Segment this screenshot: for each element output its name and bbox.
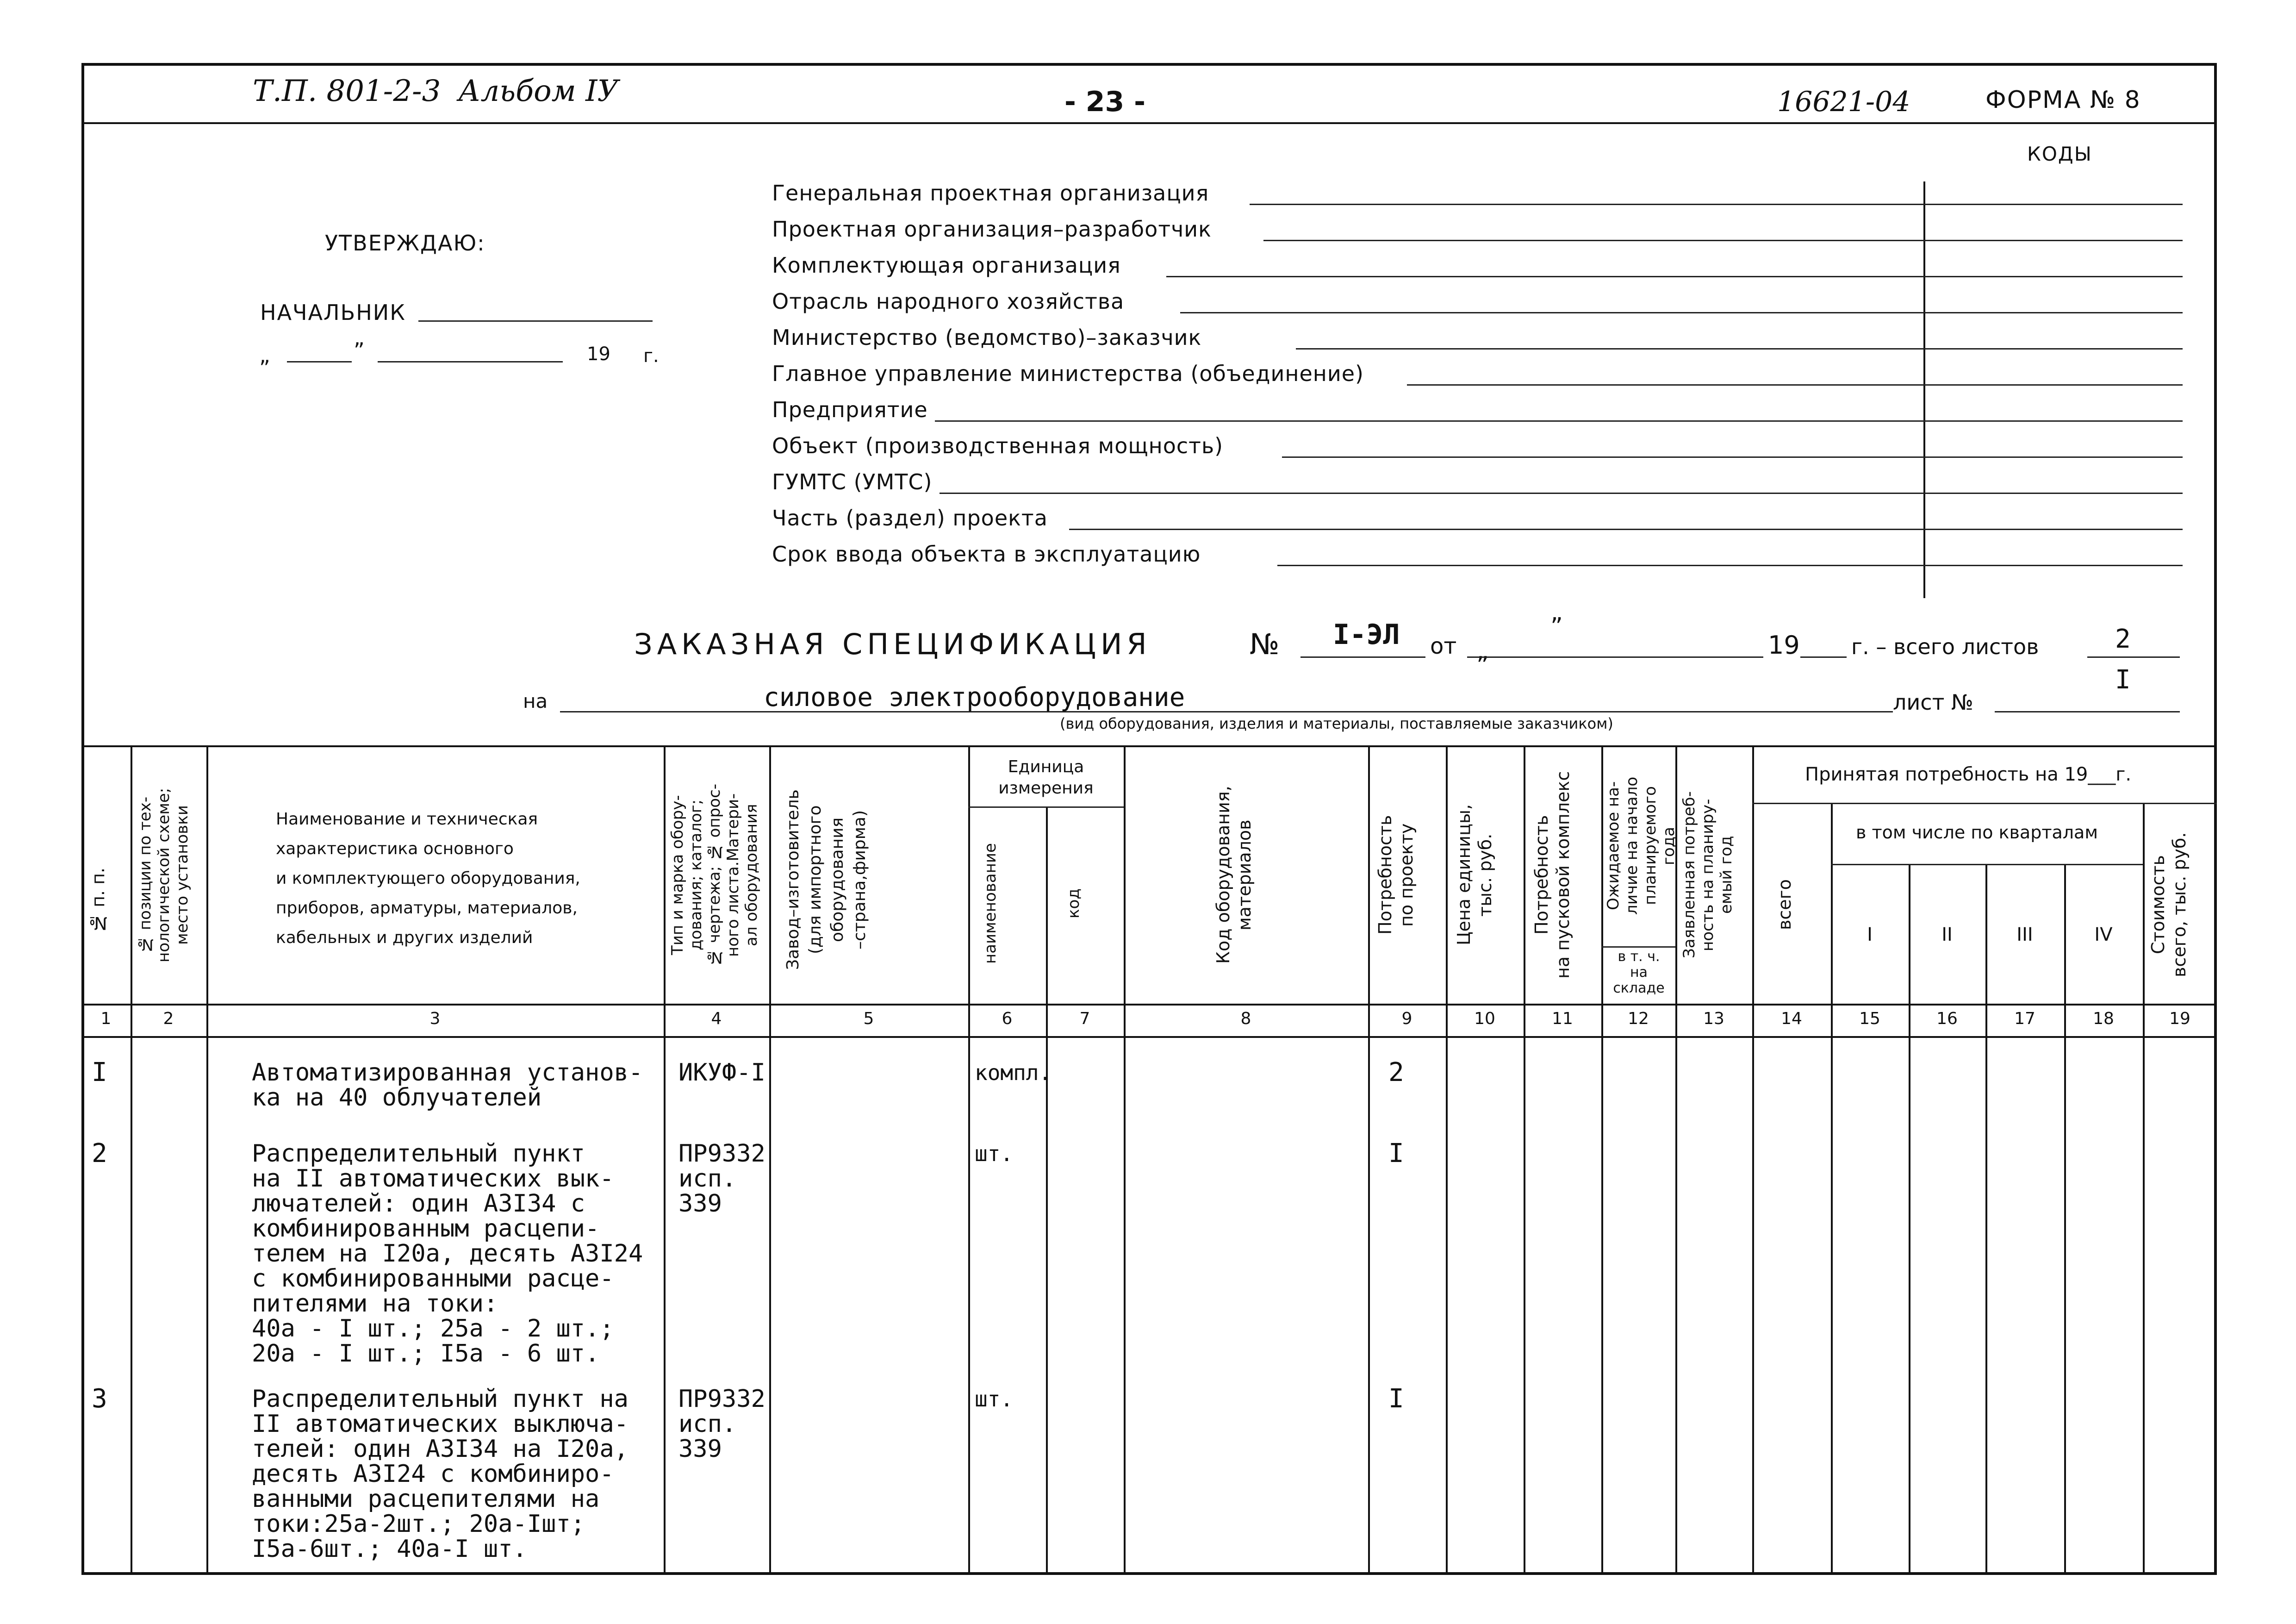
unit-group-divider xyxy=(968,806,1124,808)
spec-subject: силовое электрооборудование xyxy=(764,682,1185,712)
column-number-2: 2 xyxy=(163,1009,174,1028)
row-number: 3 xyxy=(92,1384,107,1414)
org-directorate-label: Главное управление министерства (объединение) xyxy=(772,361,1364,386)
col-divider-7 xyxy=(1124,745,1126,1575)
reference-number: Т.П. 801-2-3 xyxy=(253,74,441,108)
col-header-7: код xyxy=(1064,888,1083,919)
accepted-header: Принятая потребность на 19___г. xyxy=(1805,764,2132,785)
spec-number-label: № xyxy=(1250,627,1280,661)
column-number-15: 15 xyxy=(1859,1009,1880,1028)
org-industry-field[interactable] xyxy=(1180,312,2183,313)
spec-total-sheets-label: г. – всего листов xyxy=(1851,634,2039,659)
col-divider-16 xyxy=(1985,864,1987,1575)
accepted-divider xyxy=(1752,803,2217,804)
org-supplier-field[interactable] xyxy=(1166,276,2183,277)
row-quantity: I xyxy=(1388,1384,1404,1414)
org-general-label: Генеральная проектная организация xyxy=(772,181,1209,206)
col-divider-1 xyxy=(131,745,132,1575)
column-number-6: 6 xyxy=(1002,1009,1013,1028)
col-header-12-stock: в т. ч. на складе xyxy=(1613,949,1665,996)
col-divider-4 xyxy=(769,745,771,1575)
chief-label: НАЧАЛЬНИК xyxy=(260,300,406,325)
column-number-10: 10 xyxy=(1474,1009,1495,1028)
org-ministry-label: Министерство (ведомство)–заказчик xyxy=(772,325,1202,350)
org-supplier-label: Комплектующая организация xyxy=(772,253,1121,278)
column-number-8: 8 xyxy=(1240,1009,1251,1028)
approval-title: УТВЕРЖДАЮ: xyxy=(325,231,485,256)
inventory-number: 16621-04 xyxy=(1777,86,1910,118)
col-header-16: II xyxy=(1941,924,1953,945)
row-name: Распределительный пункт на II автоматических выключа- телей: один А3I34 на I20а, десять А3I24 с комбиниро- ванными расцепителями на токи:25а-2шт.; 20а-Iшт; I5а-6шт.; 40а-I шт. xyxy=(252,1385,628,1563)
col-divider-13 xyxy=(1752,745,1754,1575)
col-header-13: Заявленная потреб- ность на планиру- емый год xyxy=(1680,791,1736,959)
spec-total-sheets: 2 xyxy=(2115,624,2131,654)
column-number-18: 18 xyxy=(2093,1009,2114,1028)
column-number-14: 14 xyxy=(1781,1009,1802,1028)
unit-group-header: Единица измерения xyxy=(998,757,1094,798)
org-general-field[interactable] xyxy=(1250,204,2183,205)
column-number-17: 17 xyxy=(2014,1009,2035,1028)
stock-sub-divider xyxy=(1601,946,1675,948)
col-header-6: наименование xyxy=(981,843,1000,964)
org-ministry-field[interactable] xyxy=(1296,348,2183,350)
org-gumts-label: ГУМТС (УМТС) xyxy=(772,469,933,494)
col-header-10: Цена единицы, тыс. руб. xyxy=(1454,804,1495,946)
quarters-divider xyxy=(1831,864,2143,865)
col-header-1: № п. п. xyxy=(88,868,108,934)
row-name: Автоматизированная установ- ка на 40 облучателей xyxy=(252,1059,643,1112)
col-divider-18 xyxy=(2143,803,2145,1575)
col-divider-3 xyxy=(664,745,666,1575)
column-number-bottom-border xyxy=(81,1036,2217,1038)
col-header-17: III xyxy=(2016,924,2033,945)
org-section-field[interactable] xyxy=(1069,529,2183,530)
row-quantity: I xyxy=(1388,1138,1404,1168)
row-unit: компл. xyxy=(975,1060,1052,1085)
page-number: - 23 - xyxy=(1064,86,1146,118)
org-developer-field[interactable] xyxy=(1263,240,2183,241)
row-name: Распределительный пункт на II автоматических вык- лючателей: один А3I34 с комбинированным расцепи- телем на I20а, десять А3I24 с комбинированными расце- пителями на токи: 40а - I шт.; 25а - 2 шт.; 20а - I шт.; I5а - 6 шт. xyxy=(252,1140,643,1368)
column-number-7: 7 xyxy=(1079,1009,1090,1028)
column-number-5: 5 xyxy=(863,1009,874,1028)
spec-sheet-number: I xyxy=(2115,665,2131,695)
col-divider-10 xyxy=(1524,745,1525,1575)
codes-divider xyxy=(1923,181,1925,598)
form-label: ФОРМА № 8 xyxy=(1985,86,2141,114)
org-object-label: Объект (производственная мощность) xyxy=(772,433,1224,458)
spec-quote-open: ” xyxy=(1550,613,1563,641)
col-header-5: Завод–изготовитель (для импортного оборудования –страна,фирма) xyxy=(784,789,869,970)
column-number-12: 12 xyxy=(1628,1009,1649,1028)
col-header-9: Потребность по проекту xyxy=(1375,815,1417,935)
col-divider-8 xyxy=(1368,745,1370,1575)
col-header-18: IV xyxy=(2094,924,2113,945)
col-header-2: № позиции по тех- нологической схеме; место установки xyxy=(136,787,192,962)
col-divider-9 xyxy=(1446,745,1448,1575)
col-header-4: Тип и марка обору- дования; каталог; № чертежа; № опрос- ного листа.Матери- ал оборудования xyxy=(668,783,761,967)
row-type: ПР9332 исп. 339 xyxy=(678,1140,765,1218)
spec-year-label: 19 xyxy=(1768,631,1800,660)
col-header-12: Ожидаемое на- личие на начало планируемого года xyxy=(1604,776,1678,915)
column-number-13: 13 xyxy=(1703,1009,1724,1028)
column-number-1: 1 xyxy=(100,1009,112,1028)
org-deadline-field[interactable] xyxy=(1277,565,2183,566)
org-developer-label: Проектная организация–разработчик xyxy=(772,217,1212,242)
column-number-19: 19 xyxy=(2169,1009,2190,1028)
col-divider-12 xyxy=(1675,745,1677,1575)
col-divider-17 xyxy=(2064,864,2066,1575)
col-divider-2 xyxy=(206,745,208,1575)
spec-subject-caption: (вид оборудования, изделия и материалы, поставляемые заказчиком) xyxy=(1060,715,1613,732)
album-label: Альбом IУ xyxy=(458,74,619,108)
row-unit: шт. xyxy=(975,1387,1014,1412)
org-section-label: Часть (раздел) проекта xyxy=(772,506,1048,531)
row-unit: шт. xyxy=(975,1141,1014,1166)
col-divider-11 xyxy=(1601,745,1603,1575)
column-number-3: 3 xyxy=(429,1009,441,1028)
column-number-9: 9 xyxy=(1401,1009,1412,1028)
spec-sheet-label: лист № xyxy=(1893,690,1973,715)
table-top-border xyxy=(81,745,2217,747)
org-directorate-field[interactable] xyxy=(1407,384,2183,386)
org-gumts-field[interactable] xyxy=(940,493,2183,494)
spec-on-label: на xyxy=(523,690,548,712)
quarters-header: в том числе по кварталам xyxy=(1856,822,2098,843)
spec-date-line xyxy=(1467,656,1763,658)
col-header-14: всего xyxy=(1774,879,1795,930)
row-number: 2 xyxy=(92,1138,107,1168)
date-day-line xyxy=(287,361,352,362)
column-number-top-border xyxy=(81,1004,2217,1006)
spec-total-line xyxy=(2087,656,2180,658)
row-type: ИКУФ-I xyxy=(678,1059,765,1087)
org-industry-label: Отрасль народного хозяйства xyxy=(772,289,1125,314)
spec-quote-close: ” xyxy=(1476,652,1489,680)
row-type: ПР9332 исп. 339 xyxy=(678,1385,765,1463)
col-divider-6 xyxy=(1046,806,1048,1575)
top-bar-divider xyxy=(81,122,2217,124)
col-header-8: Код оборудования, материалов xyxy=(1213,786,1255,964)
date-month-line xyxy=(378,361,563,362)
spec-year-line xyxy=(1800,656,1847,658)
spec-subject-line xyxy=(560,711,1893,712)
column-number-16: 16 xyxy=(1936,1009,1958,1028)
date-quote-open: „ xyxy=(259,343,270,368)
row-quantity: 2 xyxy=(1388,1057,1404,1087)
col-divider-14 xyxy=(1831,803,1833,1575)
spec-number-value: I-ЭЛ xyxy=(1333,618,1400,651)
chief-signature-line xyxy=(418,320,653,322)
org-enterprise-field[interactable] xyxy=(935,420,2183,422)
codes-label: КОДЫ xyxy=(2027,143,2092,165)
col-divider-15 xyxy=(1909,864,1910,1575)
date-quote-close: ” xyxy=(354,338,365,363)
approval-year: 19 xyxy=(587,344,610,365)
spec-from-label: от xyxy=(1430,633,1457,659)
column-number-11: 11 xyxy=(1552,1009,1573,1028)
org-object-field[interactable] xyxy=(1282,456,2183,458)
column-number-4: 4 xyxy=(711,1009,722,1028)
col-header-15: I xyxy=(1867,924,1873,945)
org-enterprise-label: Предприятие xyxy=(772,397,928,422)
approval-year-suffix: г. xyxy=(643,345,659,367)
spec-sheet-line xyxy=(1995,711,2180,712)
spec-title: ЗАКАЗНАЯ СПЕЦИФИКАЦИЯ xyxy=(634,627,1151,661)
col-header-3: Наименование и техническая характеристика основного и комплектующего оборудования, приборов, арматуры, материалов, кабельных и других изделий xyxy=(276,810,580,947)
col-header-11: Потребность на пусковой комплекс xyxy=(1531,771,1573,979)
col-divider-5 xyxy=(968,745,970,1575)
org-deadline-label: Срок ввода объекта в эксплуатацию xyxy=(772,542,1201,567)
col-header-19: Стоимость всего, тыс. руб. xyxy=(2148,832,2190,977)
spec-number-line xyxy=(1300,656,1425,658)
row-number: I xyxy=(92,1057,107,1087)
